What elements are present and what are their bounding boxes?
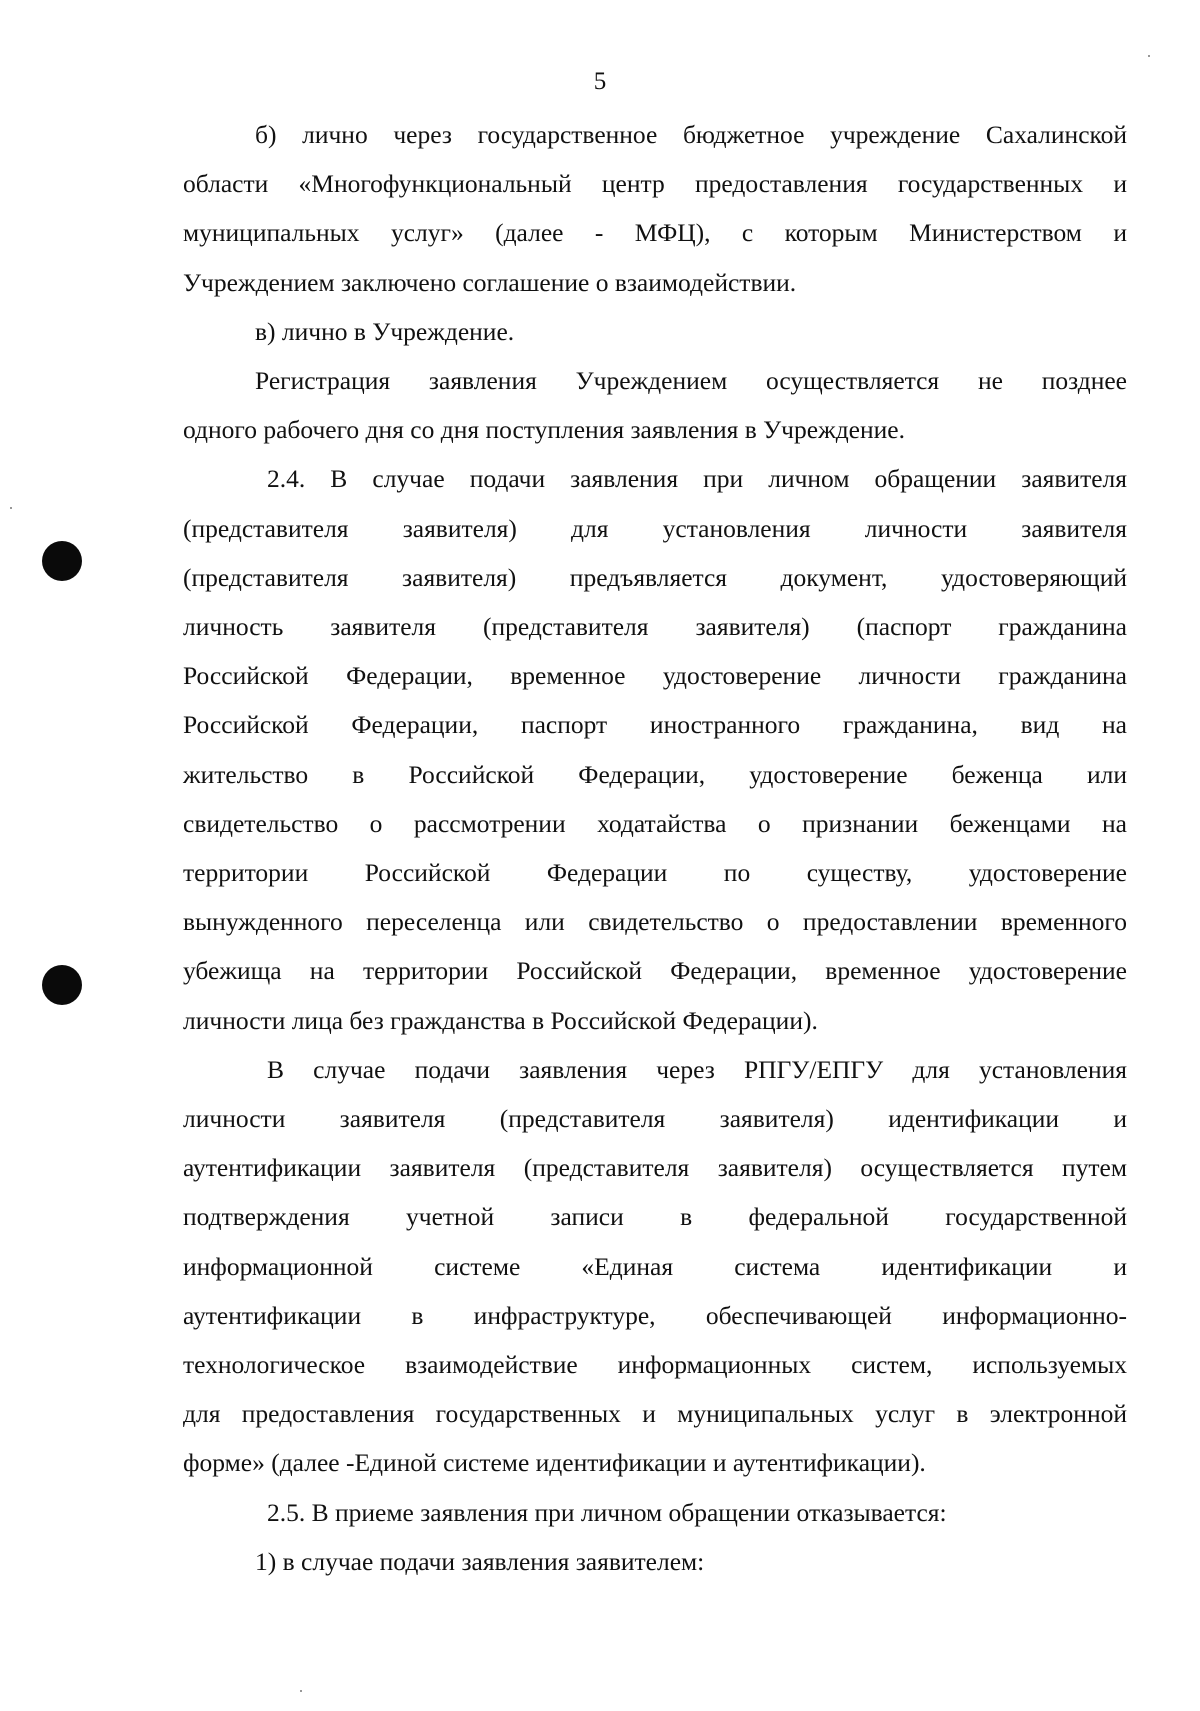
text-line: В случае подачи заявления через РПГУ/ЕПГУ для установления (267, 1054, 1127, 1084)
punch-hole-mark (42, 541, 82, 581)
text-line: 2.4. В случае подачи заявления при личном обращении заявителя (267, 464, 1127, 494)
text-line: одного рабочего дня со дня поступления заявления в Учреждение. (183, 415, 905, 445)
text-line: (представителя заявителя) предъявляется документ, удостоверяющий (183, 562, 1127, 592)
paragraph-rpgu-epgu (183, 1045, 1127, 1488)
text-line: территории Российской Федерации по существу, удостоверение (183, 858, 1127, 888)
page-number: 5 (593, 68, 607, 95)
text-line: (представителя заявителя) для установления личности заявителя (183, 513, 1127, 543)
text-line: Учреждением заключено соглашение о взаимодействии. (183, 267, 797, 297)
text-line: убежища на территории Российской Федерации, временное удостоверение (183, 956, 1127, 986)
text-line: технологическое взаимодействие информационных систем, используемых (183, 1350, 1127, 1380)
text-line: в) лично в Учреждение. (255, 316, 515, 346)
scan-speck (1148, 55, 1150, 57)
text-line: аутентификации в инфраструктуре, обеспечивающей информационно- (183, 1300, 1127, 1330)
text-line: Российской Федерации, временное удостоверение личности гражданина (183, 661, 1127, 691)
text-line: области «Многофункциональный центр предоставления государственных и (183, 169, 1127, 199)
text-line: личность заявителя (представителя заявителя) (паспорт гражданина (183, 612, 1127, 642)
scan-speck (300, 1690, 302, 1692)
text-line: муниципальных услуг» (далее - МФЦ), с которым Министерством и (183, 218, 1127, 248)
text-line: 1) в случае подачи заявления заявителем: (255, 1546, 705, 1576)
paragraph-item-b (183, 110, 1127, 307)
text-line: Российской Федерации, паспорт иностранного гражданина, вид на (183, 710, 1127, 740)
punch-hole-mark (42, 965, 82, 1005)
text-line: аутентификации заявителя (представителя заявителя) осуществляется путем (183, 1153, 1127, 1183)
text-line: личности лица без гражданства в Российской Федерации). (183, 1005, 818, 1035)
text-line: вынужденного переселенца или свидетельство о предоставлении временного (183, 907, 1127, 937)
paragraph-item-v (183, 307, 1127, 356)
text-line: личности заявителя (представителя заявителя) идентификации и (183, 1104, 1127, 1134)
scan-speck (10, 507, 12, 509)
paragraph-registration (183, 356, 1127, 454)
text-line: жительство в Российской Федерации, удостоверение беженца или (183, 759, 1127, 789)
text-line: подтверждения учетной записи в федеральной государственной (183, 1202, 1127, 1232)
document-body (183, 110, 1127, 1586)
text-line: свидетельство о рассмотрении ходатайства о признании беженцами на (183, 808, 1127, 838)
paragraph-2-5 (183, 1488, 1127, 1537)
text-line: форме» (далее -Единой системе идентификации и аутентификации). (183, 1448, 926, 1478)
paragraph-item-1 (183, 1537, 1127, 1586)
paragraph-2-4 (183, 454, 1127, 1044)
text-line: для предоставления государственных и муниципальных услуг в электронной (183, 1399, 1127, 1429)
text-line: информационной системе «Единая система идентификации и (183, 1251, 1127, 1281)
text-line: Регистрация заявления Учреждением осуществляется не позднее (255, 366, 1127, 396)
text-line: б) лично через государственное бюджетное учреждение Сахалинской (255, 120, 1127, 149)
text-line: 2.5. В приеме заявления при личном обращении отказывается: (267, 1497, 947, 1527)
